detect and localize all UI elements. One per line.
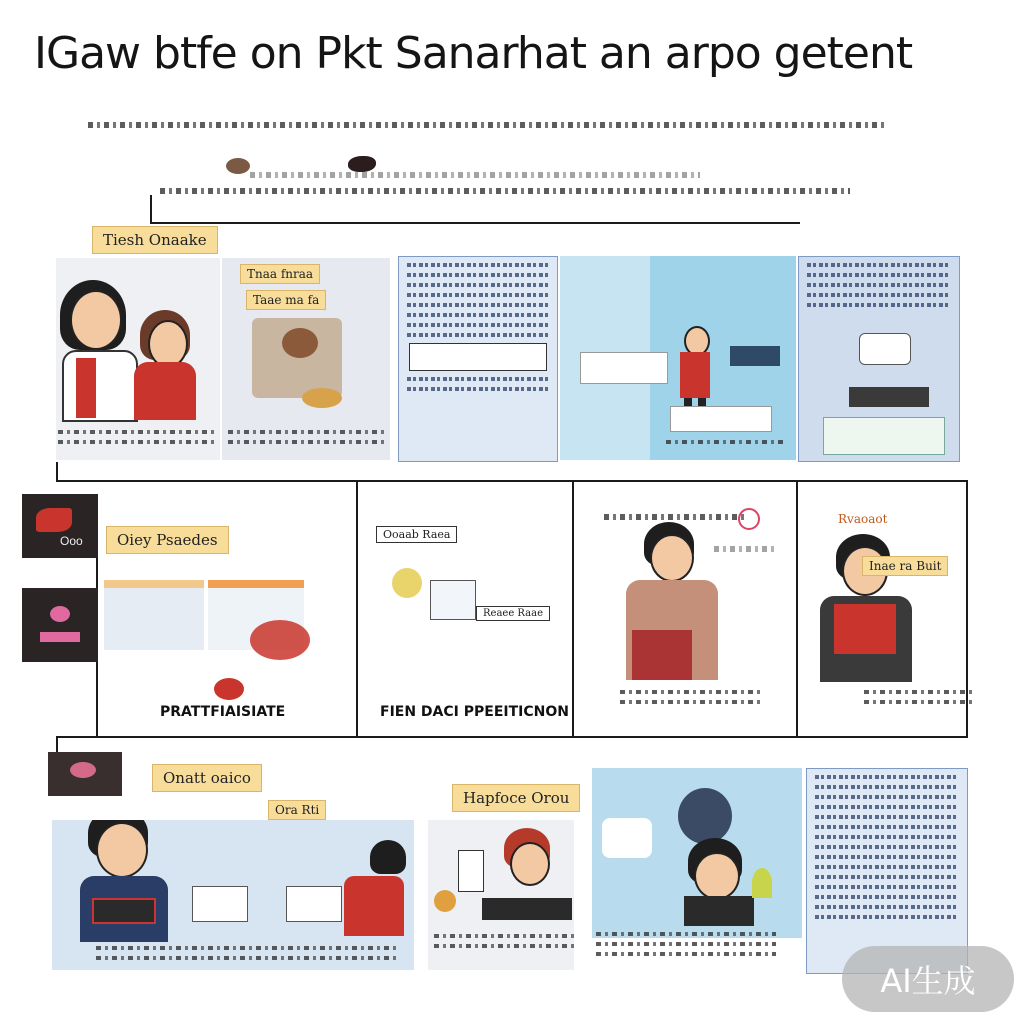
row3-sub-label: Ora Rti (268, 800, 326, 820)
logo-icon (22, 494, 98, 558)
row2-scribble (714, 546, 774, 552)
row1-caption-1 (58, 430, 218, 444)
person-shirt (834, 604, 896, 654)
person-avatar (650, 534, 694, 582)
row2-right-tag: Inae ra Buit (862, 556, 948, 576)
red-swirl-icon (250, 620, 310, 660)
row1-caption-2 (228, 430, 388, 444)
row1-text-block-right (798, 256, 960, 462)
row1-tag: Tiesh Onaake (92, 226, 218, 254)
row2-mid-label: Ooaab Raea (376, 526, 457, 543)
row3-panel-3 (592, 768, 802, 938)
sun-icon (392, 568, 422, 598)
connector-line (150, 222, 800, 224)
row1-small-label: Taae ma fa (246, 290, 326, 310)
row2-mid-right-label: Reaee Raae (476, 606, 550, 621)
connector-line (150, 195, 152, 223)
tablet-icon (430, 580, 476, 620)
row2-heading-left: PRATTFIAISIATE (160, 704, 286, 720)
frame-divider (356, 480, 358, 738)
frame-divider (572, 480, 574, 738)
row3-caption-2 (434, 934, 574, 948)
diagram-title: IGaw btfe on Pkt Sanarhat an arpo getent (34, 28, 913, 79)
subtitle-scribble (160, 188, 850, 194)
photo-icon (48, 752, 122, 796)
row3-tag-left: Onatt oaico (152, 764, 262, 792)
frame-divider (796, 480, 798, 738)
bird-icon (226, 158, 250, 174)
frame-border (56, 736, 968, 738)
row1-caption-3 (666, 440, 786, 444)
ai-generated-badge: AI生成 (842, 946, 1014, 1012)
frame-border (56, 480, 968, 482)
row2-scribble (604, 514, 744, 520)
badge-icon (738, 508, 760, 530)
row2-tag-left: Oiey Psaedes (106, 526, 229, 554)
row2-right-title: Rvaoaot (838, 512, 888, 526)
row1-panel-scene (560, 256, 796, 460)
row2-card (104, 580, 204, 650)
cloud-icon (214, 678, 244, 700)
person-apron (632, 630, 692, 680)
row2-caption (620, 690, 760, 704)
row1-small-label: Tnaa fnraa (240, 264, 320, 284)
row2-heading-mid: FIEN DACI PPEEITICNON (380, 704, 569, 720)
row2-caption-right (864, 690, 974, 704)
connector-line (56, 462, 58, 482)
row3-caption-3 (596, 932, 776, 956)
subtitle-scribble (88, 122, 888, 128)
mini-label: Ooo (60, 534, 83, 548)
subtitle-scribble (250, 172, 700, 178)
row3-caption-1 (96, 946, 396, 960)
row1-text-block (398, 256, 558, 462)
row3-tag-mid: Hapfoce Orou (452, 784, 580, 812)
bird-icon (348, 156, 376, 172)
row3-text-block (806, 768, 968, 974)
photo-icon (22, 588, 98, 662)
